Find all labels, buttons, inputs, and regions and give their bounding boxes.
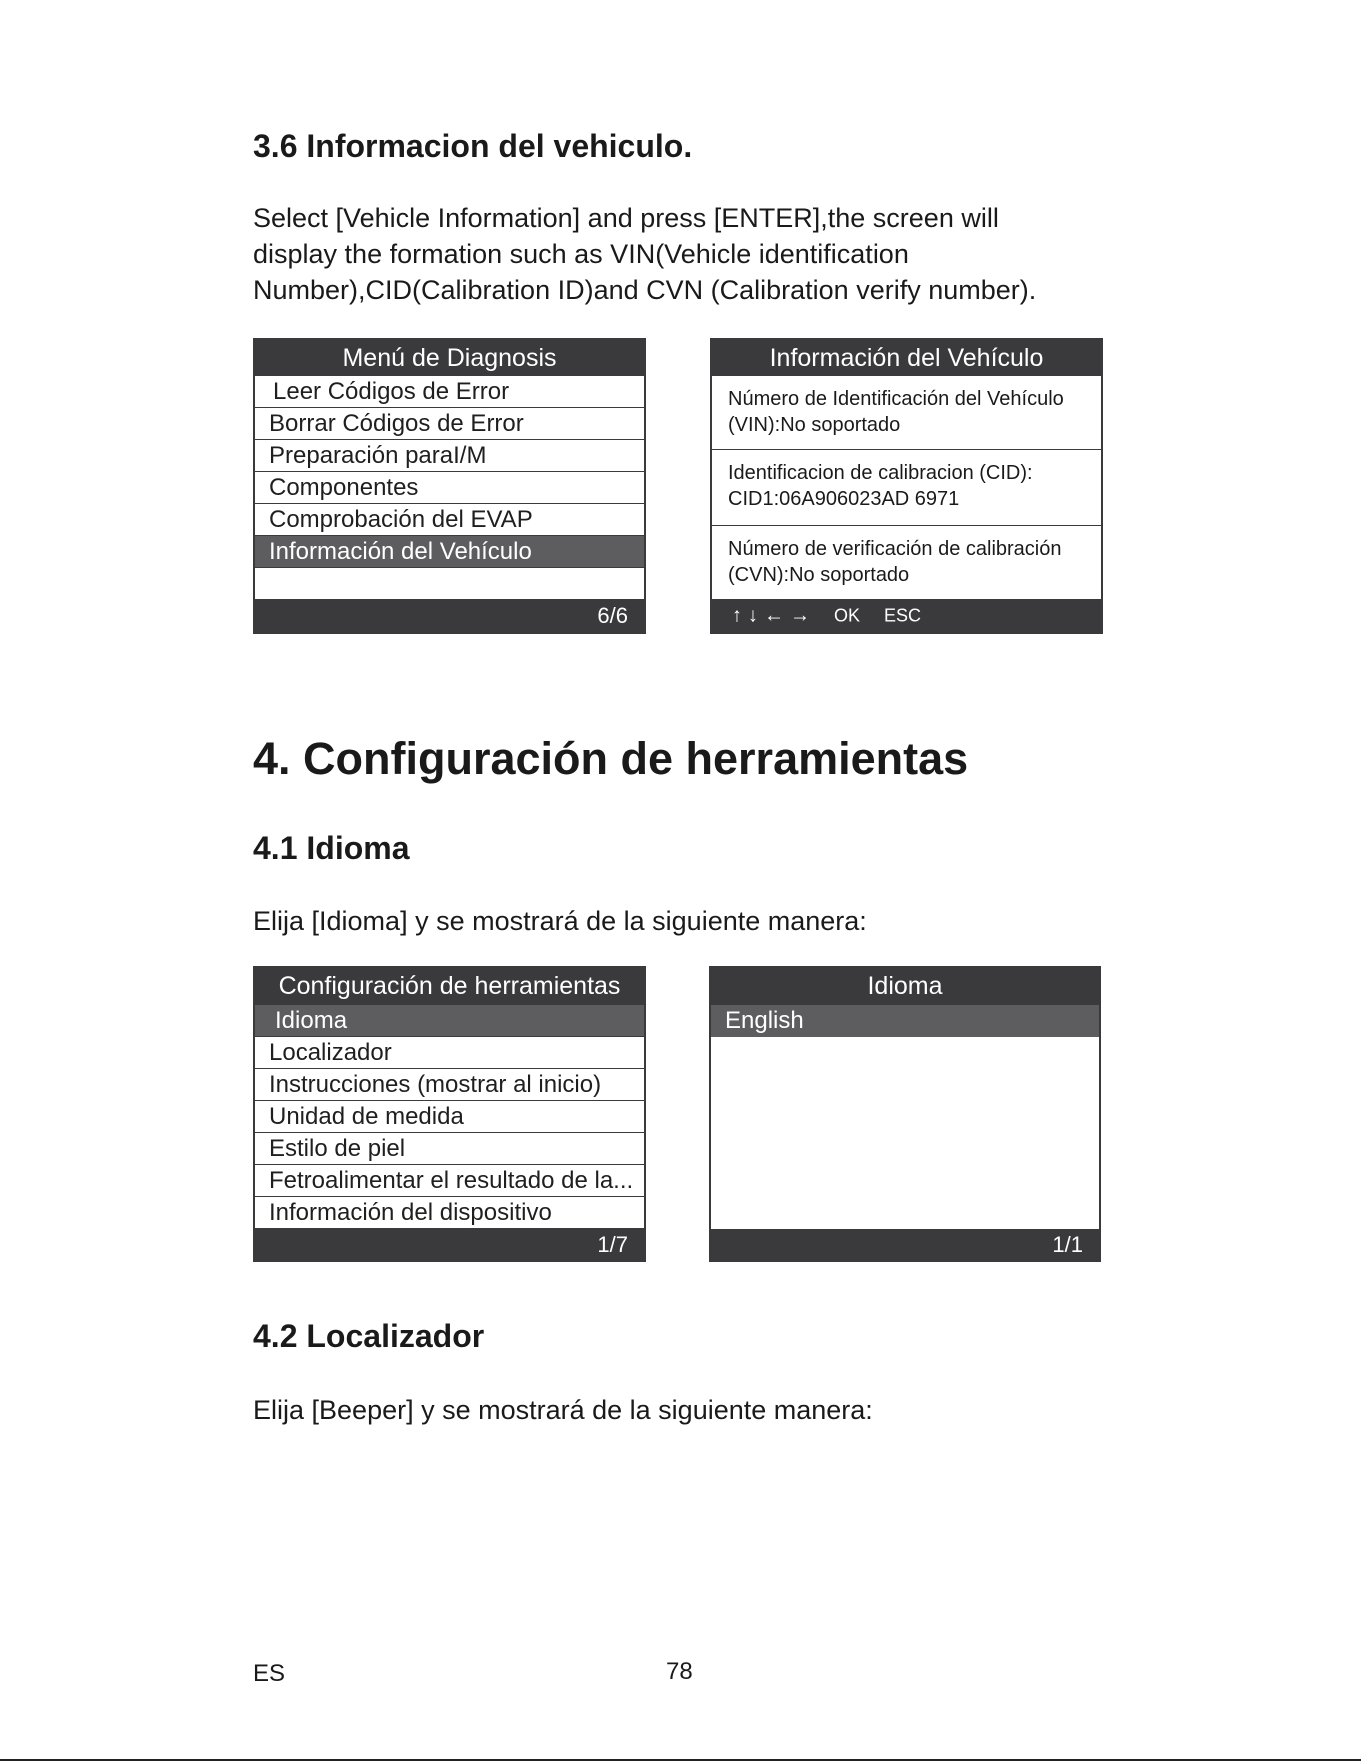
screen-title: Menú de Diagnosis — [255, 340, 644, 376]
arrow-right-icon[interactable]: → — [790, 604, 810, 627]
arrow-down-icon[interactable]: ↓ — [748, 604, 758, 627]
arrow-left-icon[interactable]: ← — [764, 604, 784, 627]
cvn-block — [712, 526, 1101, 600]
menu-item-read-codes[interactable]: Leer Códigos de Error — [255, 376, 644, 408]
page-number: 78 — [666, 1658, 693, 1685]
vin-label: Número de Identificación del Vehículo — [728, 388, 1064, 410]
arrow-up-icon[interactable]: ↑ — [732, 604, 742, 627]
nav-bar — [732, 605, 921, 628]
menu-item-units[interactable]: Unidad de medida — [255, 1101, 644, 1133]
paragraph-line: Number),CID(Calibration ID)and CVN (Calibration verify number). — [253, 275, 1037, 305]
language-option-english[interactable]: English — [711, 1005, 1099, 1037]
diagnosis-menu-screen — [253, 338, 646, 634]
tool-settings-screen — [253, 966, 646, 1262]
section-3-6-heading: 3.6 Informacion del vehiculo. — [253, 128, 693, 164]
footer-language: ES — [253, 1660, 286, 1687]
esc-button[interactable]: ESC — [884, 605, 922, 626]
screen-title: Información del Vehículo — [712, 340, 1101, 376]
screen-footer — [711, 1229, 1099, 1260]
menu-item-feedback[interactable]: Fetroalimentar el resultado de la... — [255, 1165, 644, 1197]
paragraph-line: display the formation such as VIN(Vehicle identification — [253, 239, 909, 269]
page-indicator: 1/7 — [597, 1231, 628, 1257]
nav-arrows — [732, 605, 810, 628]
menu-item-empty — [255, 568, 644, 600]
menu-item-skin-style[interactable]: Estilo de piel — [255, 1133, 644, 1165]
cid-block — [712, 450, 1101, 526]
section-4-heading: 4. Configuración de herramientas — [253, 733, 969, 784]
section-4-2-heading: 4.2 Localizador — [253, 1318, 485, 1354]
screen-title: Configuración de herramientas — [255, 968, 644, 1005]
menu-item-device-info[interactable]: Información del dispositivo — [255, 1197, 644, 1229]
menu-item-components[interactable]: Componentes — [255, 472, 644, 504]
vin-block — [712, 376, 1101, 450]
section-3-6-paragraph — [253, 200, 1153, 308]
menu-item-language[interactable]: Idioma — [255, 1005, 644, 1037]
menu-item-im-readiness[interactable]: Preparación paraI/M — [255, 440, 644, 472]
screen-footer — [255, 600, 644, 632]
menu-item-evap-check[interactable]: Comprobación del EVAP — [255, 504, 644, 536]
vin-value: (VIN):No soportado — [728, 414, 901, 436]
section-4-2-paragraph: Elija [Beeper] y se mostrará de la siguiente manera: — [253, 1395, 873, 1425]
cid-value: CID1:06A906023AD 6971 — [728, 488, 960, 510]
menu-item-erase-codes[interactable]: Borrar Códigos de Error — [255, 408, 644, 440]
menu-item-beeper[interactable]: Localizador — [255, 1037, 644, 1069]
screen-footer — [255, 1229, 644, 1260]
vehicle-info-screen — [710, 338, 1103, 634]
cvn-value: (CVN):No soportado — [728, 564, 910, 586]
section-4-1-heading: 4.1 Idioma — [253, 830, 410, 866]
ok-button[interactable]: OK — [834, 605, 861, 626]
language-screen — [709, 966, 1101, 1262]
screen-footer — [712, 600, 1101, 632]
menu-item-vehicle-info[interactable]: Información del Vehículo — [255, 536, 644, 568]
section-4-1-paragraph: Elija [Idioma] y se mostrará de la siguiente manera: — [253, 906, 867, 936]
screen-title: Idioma — [711, 968, 1099, 1005]
cvn-label: Número de verificación de calibración — [728, 538, 1062, 560]
menu-item-instructions[interactable]: Instrucciones (mostrar al inicio) — [255, 1069, 644, 1101]
paragraph-line: Select [Vehicle Information] and press [ENTER],the screen will — [253, 203, 999, 233]
page-indicator: 6/6 — [597, 603, 628, 628]
page-indicator: 1/1 — [1052, 1231, 1083, 1257]
cid-label: Identificacion de calibracion (CID): — [728, 462, 1033, 484]
